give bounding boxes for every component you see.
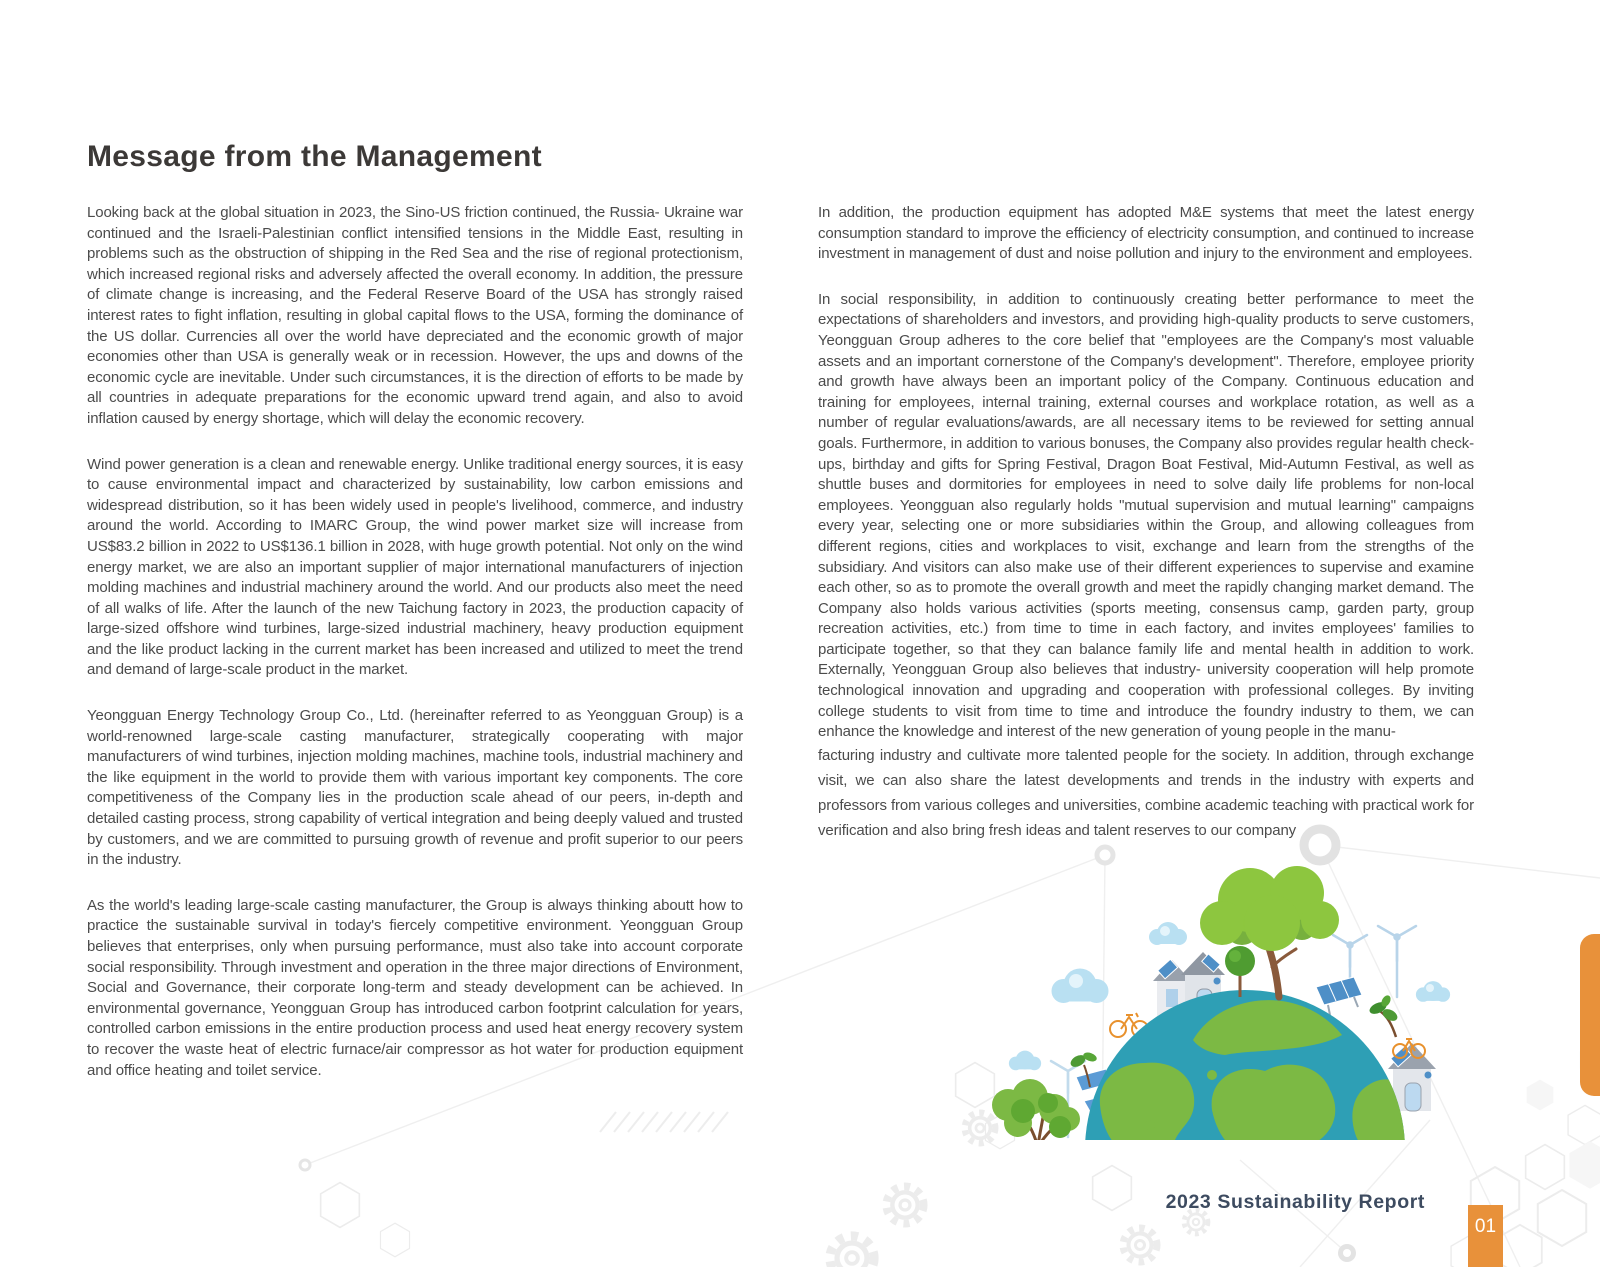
paragraph: As the world's leading large-scale casting manufacturer, the Group is always thinking aboutt how to practice the sustainable survival in today's fiercely competitive environment. Yeongguan Group believes that enterprises, only when pursuing performance, must also take into account corporate social responsibility. Through investment and operation in the three major directions of Environment, Social and Governance, their corporate long-term and steady development can be achieved. In environmental governance, Yeongguan Group has introduced carbon footprint calculation for years, controlled carbon emissions in the entire production process and used heat energy recovery system to recover the waste heat of electric furnace/air compressor as hot water for production equipment and office heating and toilet service. [87,896,743,1079]
page-number-badge: 01 [1468,1205,1503,1267]
side-tab-accent [1580,934,1600,1096]
hexagon-filled-decor [1527,1080,1600,1189]
hatch-pattern-decor [600,1112,728,1132]
earth-globe [1085,990,1413,1140]
leaf-twig-icon [1368,994,1400,1037]
paragraph: facturing industry and cultivate more talented people for the society. In addition, through exchange visit, we can also share the latest developments and trends in the industry with experts and professors from various colleges and universities, combine academic teaching with practical work for verification and also bring fresh ideas and talent reserves to our company [818,746,1474,840]
right-text-column [818,203,1474,869]
solar-panel-icon [1316,977,1362,1015]
paragraph: Wind power generation is a clean and renewable energy. Unlike traditional energy sources, it is easy to cause environmental impact and characterized by sustainability, low carbon emissions and widespread distribution, so it has been widely used in people's livelihood, commerce, and industry around the world. According to IMARC Group, the wind power market size will increase from US$83.2 billion in 2022 to US$136.1 billion in 2028, with huge growth potential. Not only on the wind energy market, we are also an important supplier of major international manufacturers of injection molding machines and industrial machinery around the world. And our products also meet the need of all walks of life. After the launch of the new Taichung factory in 2023, the production capacity of large-sized offshore wind turbines, large-sized industrial machinery, heavy production equipment and the like product lacking in the current market has been increased and utilized to meet the trend and demand of large-scale product in the market. [87,455,743,679]
paragraph: In addition, the production equipment has adopted M&E systems that meet the latest energy consumption standard to improve the efficiency of electricity consumption, and continued to increase investment in management of dust and noise pollution and injury to the environment and employees. [818,204,1474,263]
paragraph: Looking back at the global situation in 2023, the Sino-US friction continued, the Russia- Ukraine war continued and the Israeli-Palestinian conflict intensified tensions in the Middle East, resulting in problems such as the obstruction of shipping in the Red Sea and the rise of regional protectionism, which increased regional risks and adversely affected the overall economy. In addition, the pressure of climate change is increasing, and the Federal Reserve Board of the USA has strongly raised interest rates to fight inflation, resulting in global capital flows to the USA, forming the dominance of the US dollar. Currencies all over the world have depreciated and the economic growth of major economies other than USA is generally weak or in recession. However, the ups and downs of the economic cycle are inevitable. Under such circumstances, it is the direction of efforts to be made by all countries in adequate preparations for the economic upward trend again, and also to avoid inflation caused by energy shortage, which will delay the economic recovery. [87,204,743,427]
paragraph: In social responsibility, in addition to continuously creating better performance to meet the expectations of shareholders and investors, and providing high-quality products to serve customers, Yeongguan Group adheres to the core belief that "employees are the Company's most valuable assets and an important cornerstone of the Company's development". Therefore, employee priority and growth have always been an important policy of the Company. Continuous education and training for employees, internal training, external courses and workplace rotation, as well as a number of regular evaluations/awards, are all necessary items to be reviewed for setting annual goals. Furthermore, in addition to various bonuses, the Company also provides regular health check-ups, birthday and gifts for Spring Festival, Dragon Boat Festival, Mid-Autumn Festival, as well as shuttle buses and dormitories for employees in need to solve daily life problems for non-local employees. Yeongguan also regularly holds "mutual supervision and mutual learning" campaigns every year, selecting one or more subsidiaries within the Group, and allowing colleagues from different regions, cities and workplaces to visit, exchange and learn from the strengths of the subsidiary. And visitors can also make use of their different experiences to supervise and examine each other, so as to promote the overall growth and meet the rapidly changing market demand. The Company also holds various activities (sports meeting, consensus camp, garden party, group recreation activities, etc.) from time to time in each factory, and invites employees' families to participate together, so that they can balance family life and mental health in addition to work. Externally, Yeongguan Group also believes that industry- university cooperation will help promote technological innovation and upgrading and cooperation with professional colleges. By inviting college students to visit from time to time and introduce the foundry industry to them, we can enhance the knowledge and interest of the new generation of young people in the manu- [818,290,1474,741]
eco-earth-illustration [950,825,1515,1140]
page-title: Message from the Management [87,140,542,173]
paragraph: Yeongguan Energy Technology Group Co., Ltd. (hereinafter referred to as Yeongguan Group) is a world-renowned large-scale casting manufacturer, strategically cooperating with major manufacturers of wind turbines, injection molding machines, machine tools, industrial machinery and the like equipment in the world to provide them with various important key components. The core competitiveness of the Company lies in the production scale ahead of our peers, in-depth and detailed casting process, strong capability of vertical integration and being deeply valued and trusted by customers, and we are committed to pursuing growth of revenue and profit superior to our peers in the industry. [87,707,743,869]
left-text-column [87,203,743,1106]
small-tree-icon [1225,946,1255,997]
footer-report-title: 2023 Sustainability Report [1165,1191,1425,1213]
